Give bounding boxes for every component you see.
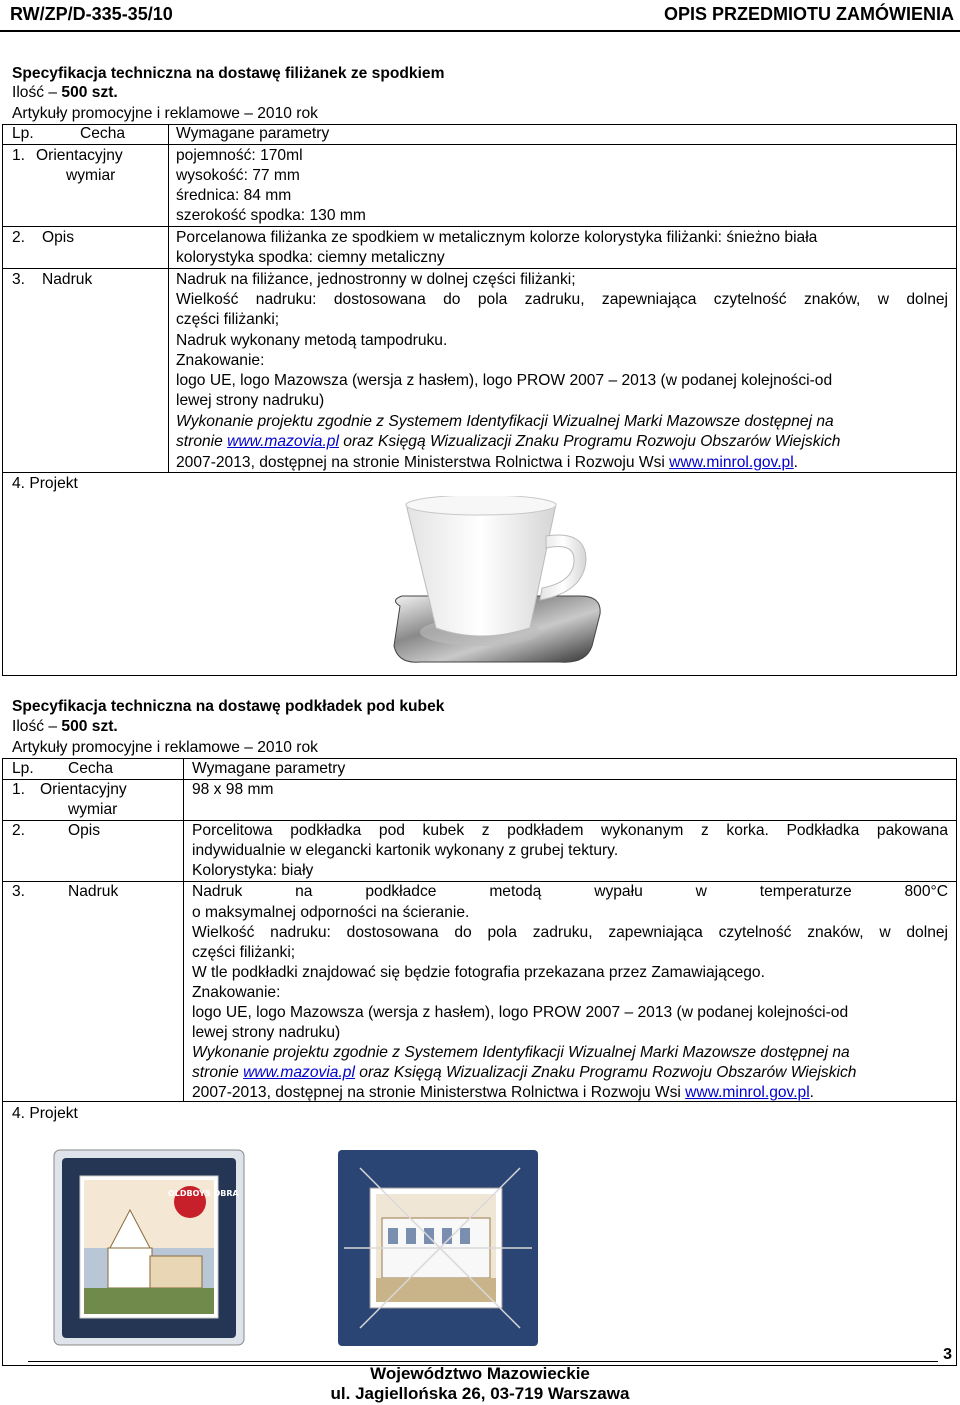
spec1-r1-cecha2: wymiar (66, 167, 116, 184)
spec1-r3-line: logo UE, logo Mazowsza (wersja z hasłem), logo PROW 2007 – 2013 (w podanej kolejności-od (176, 372, 833, 389)
spec2-r3-line: W tle podkładki znajdować się będzie fotografia przekazana przez Zamawiającego. (192, 964, 765, 981)
spec2-r2-lp: 2. (12, 822, 26, 839)
spec2-r4: 4. Projekt (12, 1105, 78, 1122)
spec2-r3-line: Znakowanie: (192, 984, 281, 1001)
spec2-r1-val: 98 x 98 mm (192, 781, 274, 798)
spec1-r1-val: szerokość spodka: 130 mm (176, 207, 366, 224)
spec1-r3-lp: 3. (12, 271, 26, 288)
spec2-col-lp: Lp. (12, 760, 34, 777)
spec1-r3-line: 2007-2013, dostępnej na stronie Ministerstwa Rolnictwa i Rozwoju Wsi www.minrol.gov.pl. (176, 454, 799, 471)
spec1-r2-val: kolorystyka spodka: ciemny metaliczny (176, 249, 445, 266)
mazovia-link[interactable]: www.mazovia.pl (243, 1064, 355, 1081)
spec1-title: Specyfikacja techniczna na dostawę filiżanek ze spodkiem (12, 65, 445, 82)
spec1-col-cecha: Cecha (80, 125, 126, 142)
spec2-r3-line: Wielkość nadruku: dostosowana do pola zadruku, zapewniająca czytelność znaków, w dolnej (192, 924, 948, 941)
spec2-r2-line: indywidualnie w elegancki kartonik wykonany z grubej tektury. (192, 842, 619, 859)
footer-org: Województwo Mazowieckie (370, 1364, 590, 1383)
spec1-r3-line: lewej strony nadruku) (176, 392, 325, 409)
spec2-title: Specyfikacja techniczna na dostawę podkładek pod kubek (12, 698, 445, 715)
spec2-r1-lp: 1. (12, 781, 26, 798)
spec2-r2-line: Kolorystyka: biały (192, 862, 314, 879)
document-number: RW/ZP/D-335-35/10 (10, 4, 173, 24)
spec1-r3-line: Wielkość nadruku: dostosowana do pola zadruku, zapewniająca czytelność znaków, w dolnej (176, 291, 948, 308)
spec1-col-lp: Lp. (12, 125, 34, 142)
spec2-r3-line: Wykonanie projektu zgodnie z Systemem Identyfikacji Wizualnej Marki Mazowsze dostępnej na (192, 1044, 850, 1061)
spec2-quantity: Ilość – 500 szt. (12, 718, 118, 735)
spec1-r1-val: wysokość: 77 mm (176, 167, 300, 184)
spec2-r2-cecha: Opis (68, 822, 101, 839)
spec2-col-cecha: Cecha (68, 760, 114, 777)
page-header (0, 0, 960, 32)
minrol-link[interactable]: www.minrol.gov.pl (685, 1084, 810, 1101)
spec2-r3-line: lewej strony nadruku) (192, 1024, 341, 1041)
mazovia-link[interactable]: www.mazovia.pl (227, 433, 339, 450)
spec2-r2-line: Porcelitowa podkładka pod kubek z podkładem wykonanym z korka. Podkładka pakowana (192, 822, 948, 839)
page-number: 3 (943, 1346, 952, 1363)
spec2-col-param: Wymagane parametry (192, 760, 346, 777)
spec2-r3-line: Nadruk na podkładce metodą wypału w temperaturze 800°C (192, 883, 948, 900)
cup-saucer-image (380, 496, 606, 668)
spec1-r3-line: części filiżanki; (176, 311, 280, 328)
spec1-r3-line: Nadruk wykonany metodą tampodruku. (176, 332, 448, 349)
spec1-quantity: Ilość – 500 szt. (12, 84, 118, 101)
spec2-r3-cecha: Nadruk (68, 883, 119, 900)
spec2-r3-line: logo UE, logo Mazowsza (wersja z hasłem), logo PROW 2007 – 2013 (w podanej kolejności-od (192, 1004, 849, 1021)
coaster-box-image (50, 1148, 250, 1348)
spec2-r3-line: 2007-2013, dostępnej na stronie Ministerstwa Rolnictwa i Rozwoju Wsi www.minrol.gov.pl. (192, 1084, 815, 1101)
spec1-r4: 4. Projekt (12, 475, 78, 492)
spec1-r1-cecha: Orientacyjny (36, 147, 123, 164)
spec1-r2-val: Porcelanowa filiżanka ze spodkiem w metalicznym kolorze kolorystyka filiżanki: śnieżno biała (176, 229, 818, 246)
spec1-r1-val: średnica: 84 mm (176, 187, 292, 204)
spec2-r3-line: części filiżanki; (192, 944, 296, 961)
spec2-r3-line: stronie www.mazovia.pl oraz Księgą Wizualizacji Znaku Programu Rozwoju Obszarów Wiejskich (192, 1064, 857, 1081)
spec1-r2-cecha: Opis (42, 229, 75, 246)
spec2-r3-lp: 3. (12, 883, 26, 900)
spec1-r3-cecha: Nadruk (42, 271, 93, 288)
spec1-r3-line: Nadruk na filiżance, jednostronny w dolnej części filiżanki; (176, 271, 576, 288)
footer-address: ul. Jagiellońska 26, 03-719 Warszawa (330, 1384, 630, 1403)
spec2-r3-line: o maksymalnej odporności na ścieranie. (192, 904, 470, 921)
spec1-col-param: Wymagane parametry (176, 125, 330, 142)
coaster-gift-box-image (330, 1148, 546, 1348)
spec1-category: Artykuły promocyjne i reklamowe – 2010 rok (12, 105, 318, 122)
spec2-r1-cecha: Orientacyjny (40, 781, 127, 798)
spec1-r2-lp: 2. (12, 229, 26, 246)
spec1-r3-line: Znakowanie: (176, 352, 265, 369)
minrol-link[interactable]: www.minrol.gov.pl (669, 454, 794, 471)
spec1-r1-lp: 1. (12, 147, 26, 164)
spec2-category: Artykuły promocyjne i reklamowe – 2010 rok (12, 739, 318, 756)
spec1-r1-val: pojemność: 170ml (176, 147, 303, 164)
spec2-r1-cecha2: wymiar (68, 801, 118, 818)
document-title: OPIS PRZEDMIOTU ZAMÓWIENIA (664, 4, 954, 24)
coaster-print-text: OLDBOYS OBRA (168, 1189, 239, 1198)
spec1-r3-line: Wykonanie projektu zgodnie z Systemem Identyfikacji Wizualnej Marki Mazowsze dostępnej na (176, 413, 834, 430)
spec1-r3-line: stronie www.mazovia.pl oraz Księgą Wizualizacji Znaku Programu Rozwoju Obszarów Wiejskich (176, 433, 841, 450)
